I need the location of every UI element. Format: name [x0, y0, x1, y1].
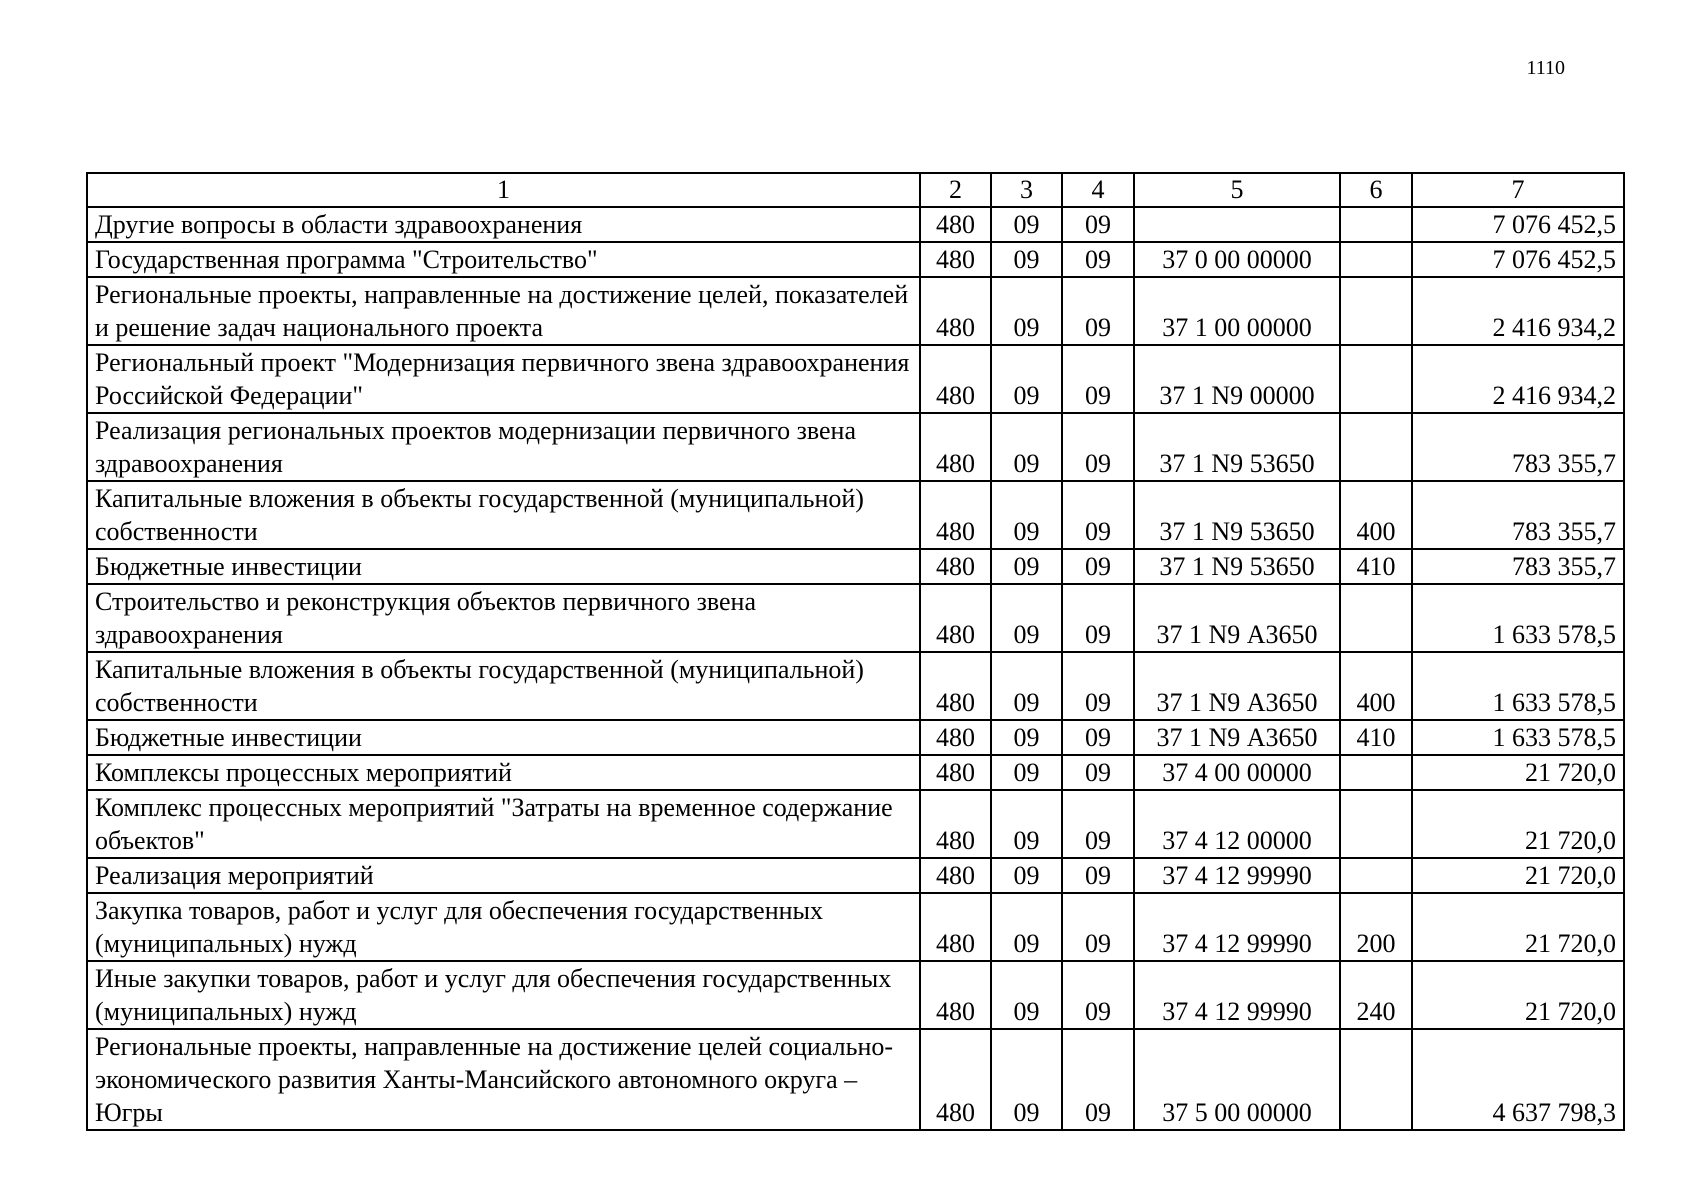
row-amount-cell: 21 720,0 [1412, 893, 1624, 961]
row-target-article-cell: 37 5 00 00000 [1134, 1029, 1340, 1130]
row-target-article-cell: 37 0 00 00000 [1134, 242, 1340, 277]
row-name-cell: Комплекс процессных мероприятий "Затраты на временное содержание объектов" [87, 790, 920, 858]
row-code-cell: 480 [920, 720, 991, 755]
row-target-article-cell: 37 4 00 00000 [1134, 755, 1340, 790]
table-row [87, 790, 1624, 858]
row-subsection-cell: 09 [1062, 549, 1134, 584]
row-name-cell: Строительство и реконструкция объектов первичного звена здравоохранения [87, 584, 920, 652]
row-expense-type-cell: 410 [1340, 549, 1412, 584]
row-code-cell: 480 [920, 755, 991, 790]
row-name-cell: Региональный проект "Модернизация первичного звена здравоохранения Российской Федерации" [87, 345, 920, 413]
row-name-cell: Реализация региональных проектов модернизации первичного звена здравоохранения [87, 413, 920, 481]
row-name-cell: Региональные проекты, направленные на достижение целей, показателей и решение задач национального проекта [87, 277, 920, 345]
row-target-article-cell: 37 1 N9 53650 [1134, 413, 1340, 481]
row-name-cell: Бюджетные инвестиции [87, 720, 920, 755]
row-name-cell: Комплексы процессных мероприятий [87, 755, 920, 790]
page-number: 1110 [1526, 57, 1565, 79]
table-row [87, 207, 1624, 242]
row-amount-cell: 21 720,0 [1412, 961, 1624, 1029]
row-subsection-cell: 09 [1062, 652, 1134, 720]
row-amount-cell: 783 355,7 [1412, 549, 1624, 584]
table-row [87, 413, 1624, 481]
header-cell: 4 [1062, 173, 1134, 207]
row-expense-type-cell [1340, 242, 1412, 277]
row-expense-type-cell [1340, 790, 1412, 858]
row-section-cell: 09 [991, 961, 1062, 1029]
row-name-cell: Реализация мероприятий [87, 858, 920, 893]
row-subsection-cell: 09 [1062, 893, 1134, 961]
row-target-article-cell: 37 4 12 99990 [1134, 893, 1340, 961]
row-code-cell: 480 [920, 277, 991, 345]
row-code-cell: 480 [920, 549, 991, 584]
header-cell: 7 [1412, 173, 1624, 207]
row-expense-type-cell [1340, 584, 1412, 652]
row-subsection-cell: 09 [1062, 858, 1134, 893]
header-cell: 1 [87, 173, 920, 207]
row-amount-cell: 21 720,0 [1412, 790, 1624, 858]
row-expense-type-cell [1340, 858, 1412, 893]
row-section-cell: 09 [991, 242, 1062, 277]
row-name-cell: Региональные проекты, направленные на достижение целей социально-экономического развития Ханты-Мансийского автономного округа – Югры [87, 1029, 920, 1130]
row-name-cell: Государственная программа "Строительство" [87, 242, 920, 277]
row-expense-type-cell: 400 [1340, 481, 1412, 549]
table-row [87, 858, 1624, 893]
row-section-cell: 09 [991, 720, 1062, 755]
row-section-cell: 09 [991, 893, 1062, 961]
table-row [87, 549, 1624, 584]
row-subsection-cell: 09 [1062, 207, 1134, 242]
row-expense-type-cell: 400 [1340, 652, 1412, 720]
row-section-cell: 09 [991, 755, 1062, 790]
row-expense-type-cell [1340, 277, 1412, 345]
row-target-article-cell: 37 1 N9 А3650 [1134, 720, 1340, 755]
row-code-cell: 480 [920, 413, 991, 481]
row-subsection-cell: 09 [1062, 961, 1134, 1029]
row-amount-cell: 21 720,0 [1412, 858, 1624, 893]
row-code-cell: 480 [920, 481, 991, 549]
row-section-cell: 09 [991, 345, 1062, 413]
row-amount-cell: 783 355,7 [1412, 481, 1624, 549]
row-target-article-cell: 37 1 N9 53650 [1134, 481, 1340, 549]
row-target-article-cell: 37 1 N9 А3650 [1134, 584, 1340, 652]
row-name-cell: Другие вопросы в области здравоохранения [87, 207, 920, 242]
row-expense-type-cell: 410 [1340, 720, 1412, 755]
row-expense-type-cell [1340, 345, 1412, 413]
row-subsection-cell: 09 [1062, 755, 1134, 790]
row-expense-type-cell: 240 [1340, 961, 1412, 1029]
table-row [87, 720, 1624, 755]
row-code-cell: 480 [920, 893, 991, 961]
row-amount-cell: 7 076 452,5 [1412, 207, 1624, 242]
row-name-cell: Иные закупки товаров, работ и услуг для обеспечения государственных (муниципальных) нужд [87, 961, 920, 1029]
row-name-cell: Капитальные вложения в объекты государственной (муниципальной) собственности [87, 652, 920, 720]
row-name-cell: Бюджетные инвестиции [87, 549, 920, 584]
row-amount-cell: 2 416 934,2 [1412, 277, 1624, 345]
table-row [87, 961, 1624, 1029]
row-target-article-cell: 37 1 00 00000 [1134, 277, 1340, 345]
row-code-cell: 480 [920, 207, 991, 242]
row-section-cell: 09 [991, 1029, 1062, 1130]
row-subsection-cell: 09 [1062, 584, 1134, 652]
row-target-article-cell: 37 1 N9 А3650 [1134, 652, 1340, 720]
row-target-article-cell: 37 1 N9 53650 [1134, 549, 1340, 584]
row-amount-cell: 1 633 578,5 [1412, 652, 1624, 720]
row-subsection-cell: 09 [1062, 720, 1134, 755]
header-cell: 5 [1134, 173, 1340, 207]
table-row [87, 242, 1624, 277]
row-amount-cell: 2 416 934,2 [1412, 345, 1624, 413]
row-amount-cell: 4 637 798,3 [1412, 1029, 1624, 1130]
row-name-cell: Закупка товаров, работ и услуг для обеспечения государственных (муниципальных) нужд [87, 893, 920, 961]
table-row [87, 481, 1624, 549]
row-target-article-cell: 37 4 12 99990 [1134, 858, 1340, 893]
row-code-cell: 480 [920, 584, 991, 652]
row-target-article-cell: 37 4 12 00000 [1134, 790, 1340, 858]
row-expense-type-cell [1340, 207, 1412, 242]
row-amount-cell: 1 633 578,5 [1412, 720, 1624, 755]
row-target-article-cell [1134, 207, 1340, 242]
row-section-cell: 09 [991, 549, 1062, 584]
table-row [87, 755, 1624, 790]
row-code-cell: 480 [920, 790, 991, 858]
header-cell: 3 [991, 173, 1062, 207]
row-name-cell: Капитальные вложения в объекты государственной (муниципальной) собственности [87, 481, 920, 549]
row-subsection-cell: 09 [1062, 277, 1134, 345]
table-row [87, 893, 1624, 961]
row-target-article-cell: 37 1 N9 00000 [1134, 345, 1340, 413]
table-row [87, 1029, 1624, 1130]
row-amount-cell: 1 633 578,5 [1412, 584, 1624, 652]
row-subsection-cell: 09 [1062, 790, 1134, 858]
row-subsection-cell: 09 [1062, 481, 1134, 549]
row-section-cell: 09 [991, 277, 1062, 345]
row-expense-type-cell [1340, 755, 1412, 790]
row-section-cell: 09 [991, 413, 1062, 481]
table-row [87, 652, 1624, 720]
header-cell: 2 [920, 173, 991, 207]
row-code-cell: 480 [920, 345, 991, 413]
budget-table [86, 172, 1625, 1131]
row-subsection-cell: 09 [1062, 345, 1134, 413]
row-section-cell: 09 [991, 652, 1062, 720]
row-subsection-cell: 09 [1062, 413, 1134, 481]
row-target-article-cell: 37 4 12 99990 [1134, 961, 1340, 1029]
header-row [87, 173, 1624, 207]
row-amount-cell: 7 076 452,5 [1412, 242, 1624, 277]
row-amount-cell: 21 720,0 [1412, 755, 1624, 790]
row-code-cell: 480 [920, 858, 991, 893]
header-cell: 6 [1340, 173, 1412, 207]
table-row [87, 345, 1624, 413]
row-subsection-cell: 09 [1062, 1029, 1134, 1130]
row-expense-type-cell: 200 [1340, 893, 1412, 961]
table-row [87, 277, 1624, 345]
row-subsection-cell: 09 [1062, 242, 1134, 277]
row-code-cell: 480 [920, 961, 991, 1029]
row-section-cell: 09 [991, 481, 1062, 549]
row-section-cell: 09 [991, 858, 1062, 893]
row-code-cell: 480 [920, 242, 991, 277]
row-amount-cell: 783 355,7 [1412, 413, 1624, 481]
table-row [87, 584, 1624, 652]
row-expense-type-cell [1340, 413, 1412, 481]
row-section-cell: 09 [991, 584, 1062, 652]
row-code-cell: 480 [920, 652, 991, 720]
row-section-cell: 09 [991, 790, 1062, 858]
row-expense-type-cell [1340, 1029, 1412, 1130]
row-code-cell: 480 [920, 1029, 991, 1130]
row-section-cell: 09 [991, 207, 1062, 242]
